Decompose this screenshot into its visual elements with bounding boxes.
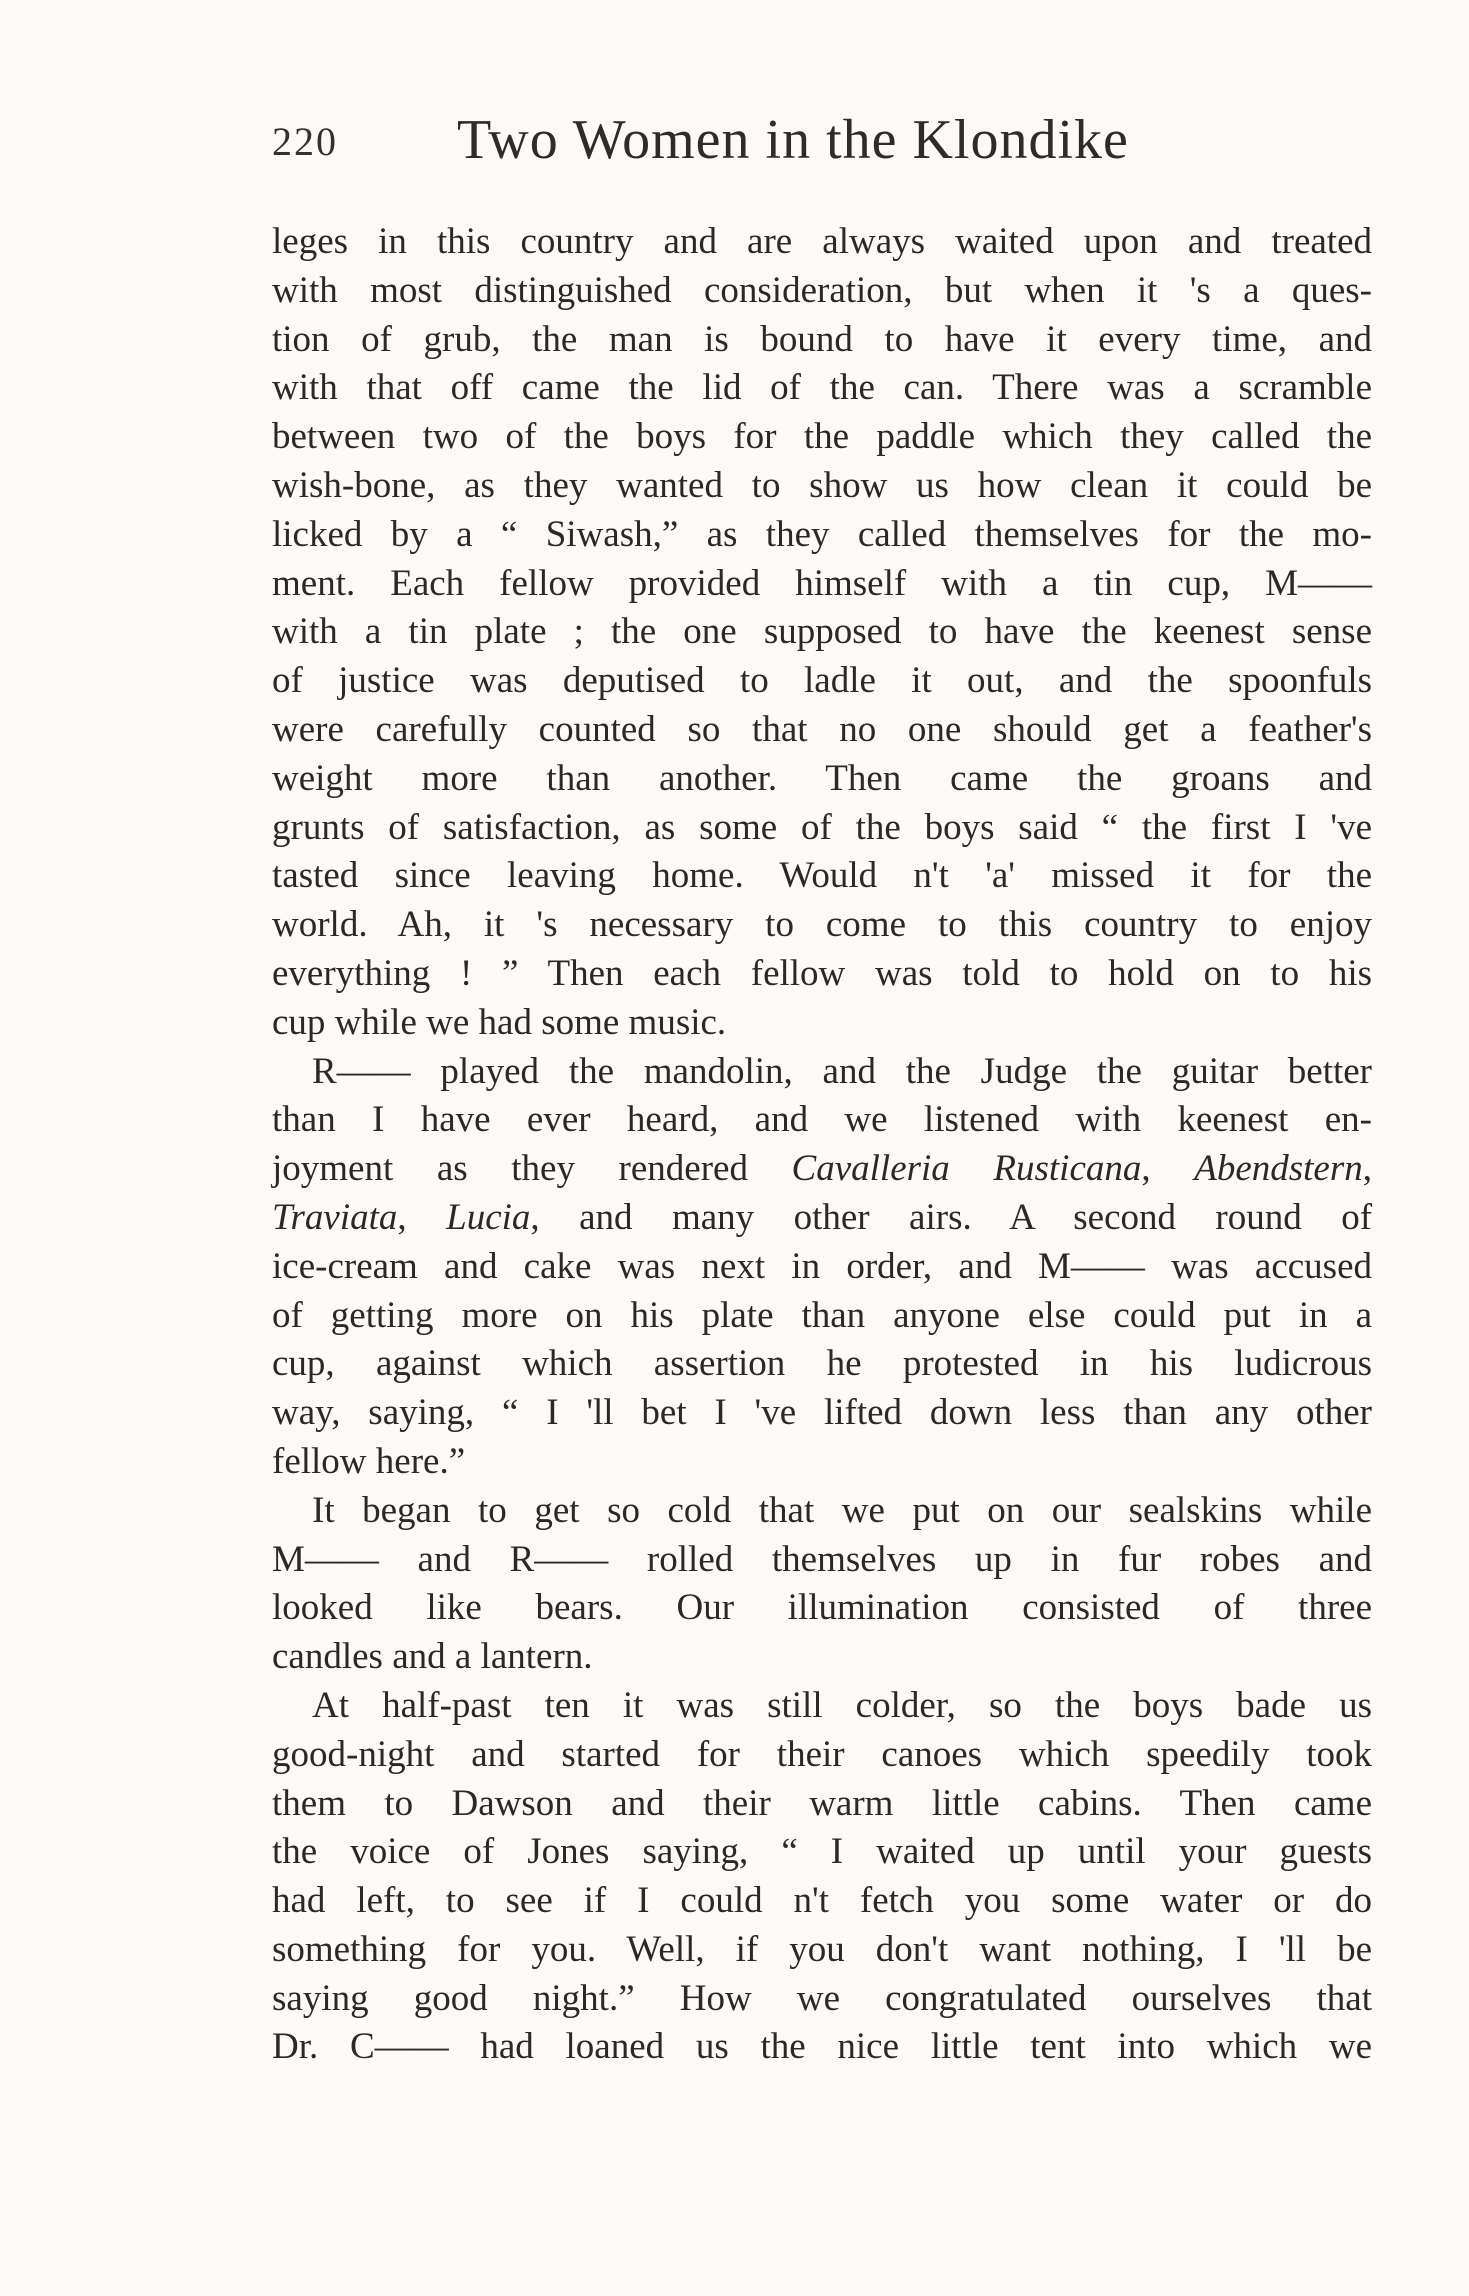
text-line: with most distinguished consideration, but when it 's a ques- [272, 269, 1372, 311]
text-line: between two of the boys for the paddle which they called the [272, 416, 1372, 458]
text-line: something for you. Well, if you don't want nothing, I 'll be [272, 1928, 1372, 1970]
text-line: had left, to see if I could n't fetch you some water or do [272, 1880, 1372, 1922]
text-line: tasted since leaving home. Would n't 'a' missed it for the [272, 855, 1372, 897]
text-line: cup while we had some music. [272, 1001, 727, 1043]
text-line: the voice of Jones saying, “ I waited up until your guests [272, 1831, 1372, 1873]
opera-title: Traviata [272, 1196, 398, 1238]
text-line: them to Dawson and their warm little cabins. Then came [272, 1782, 1372, 1824]
body-text [272, 218, 1372, 2072]
text-line: grunts of satisfaction, as some of the boys said “ the first I 've [272, 806, 1372, 848]
text-line: leges in this country and are always waited upon and treated [272, 221, 1372, 262]
text-fragment: joyment as they rendered [272, 1148, 792, 1190]
text-line: of justice was deputised to ladle it out, and the spoonfuls [272, 660, 1372, 702]
text-line: with that off came the lid of the can. There was a scramble [272, 367, 1372, 409]
text-line: wish-bone, as they wanted to show us how clean it could be [272, 464, 1372, 506]
text-line: M—— and R—— rolled themselves up in fur robes and [272, 1538, 1372, 1580]
text-line: weight more than another. Then came the groans and [272, 757, 1372, 799]
text-fragment: , [1141, 1148, 1195, 1190]
text-line: than I have ever heard, and we listened with keenest en- [272, 1099, 1372, 1141]
text-fragment: , [1362, 1148, 1373, 1190]
text-line: ment. Each fellow provided himself with a tin cup, M—— [272, 562, 1372, 604]
text-line: tion of grub, the man is bound to have it every time, and [272, 318, 1372, 360]
text-line: everything ! ” Then each fellow was told to hold on to his [272, 952, 1372, 994]
text-fragment: , [397, 1196, 447, 1238]
text-line: R—— played the mandolin, and the Judge the guitar better [312, 1050, 1372, 1092]
page-number: 220 [272, 119, 338, 164]
text-line: world. Ah, it 's necessary to come to this country to enjoy [272, 904, 1372, 946]
text-line: good-night and started for their canoes which speedily took [272, 1733, 1372, 1775]
text-line: ice-cream and cake was next in order, and M—— was accused [272, 1245, 1372, 1287]
book-title: Two Women in the Klondike [457, 109, 1129, 171]
text-line: It began to get so cold that we put on our sealskins while [312, 1489, 1372, 1531]
text-line: with a tin plate ; the one supposed to have the keenest sense [272, 611, 1372, 653]
text-line: saying good night.” How we congratulated ourselves that [272, 1977, 1372, 2019]
text-line-with-italics [272, 1194, 1372, 1243]
text-line: licked by a “ Siwash,” as they called themselves for the mo- [272, 513, 1372, 555]
text-line: candles and a lantern. [272, 1636, 593, 1678]
running-head [272, 108, 1272, 178]
text-line: At half-past ten it was still colder, so the boys bade us [312, 1684, 1372, 1726]
text-line: fellow here.” [272, 1440, 466, 1482]
text-line: Dr. C—— had loaned us the nice little tent into which we [272, 2026, 1372, 2068]
text-line: looked like bears. Our illumination consisted of three [272, 1587, 1372, 1629]
text-line: way, saying, “ I 'll bet I 've lifted down less than any other [272, 1392, 1372, 1434]
text-line: cup, against which assertion he protested in his ludicrous [272, 1343, 1372, 1385]
text-line: of getting more on his plate than anyone else could put in a [272, 1294, 1372, 1336]
opera-title: Cavalleria Rusticana [791, 1148, 1142, 1190]
text-line-with-italics [272, 1145, 1372, 1194]
text-line: were carefully counted so that no one should get a feather's [272, 708, 1372, 750]
opera-title: Lucia [446, 1196, 531, 1238]
opera-title: Abendstern [1194, 1148, 1363, 1190]
text-fragment: , and many other airs. A second round of [530, 1196, 1373, 1238]
